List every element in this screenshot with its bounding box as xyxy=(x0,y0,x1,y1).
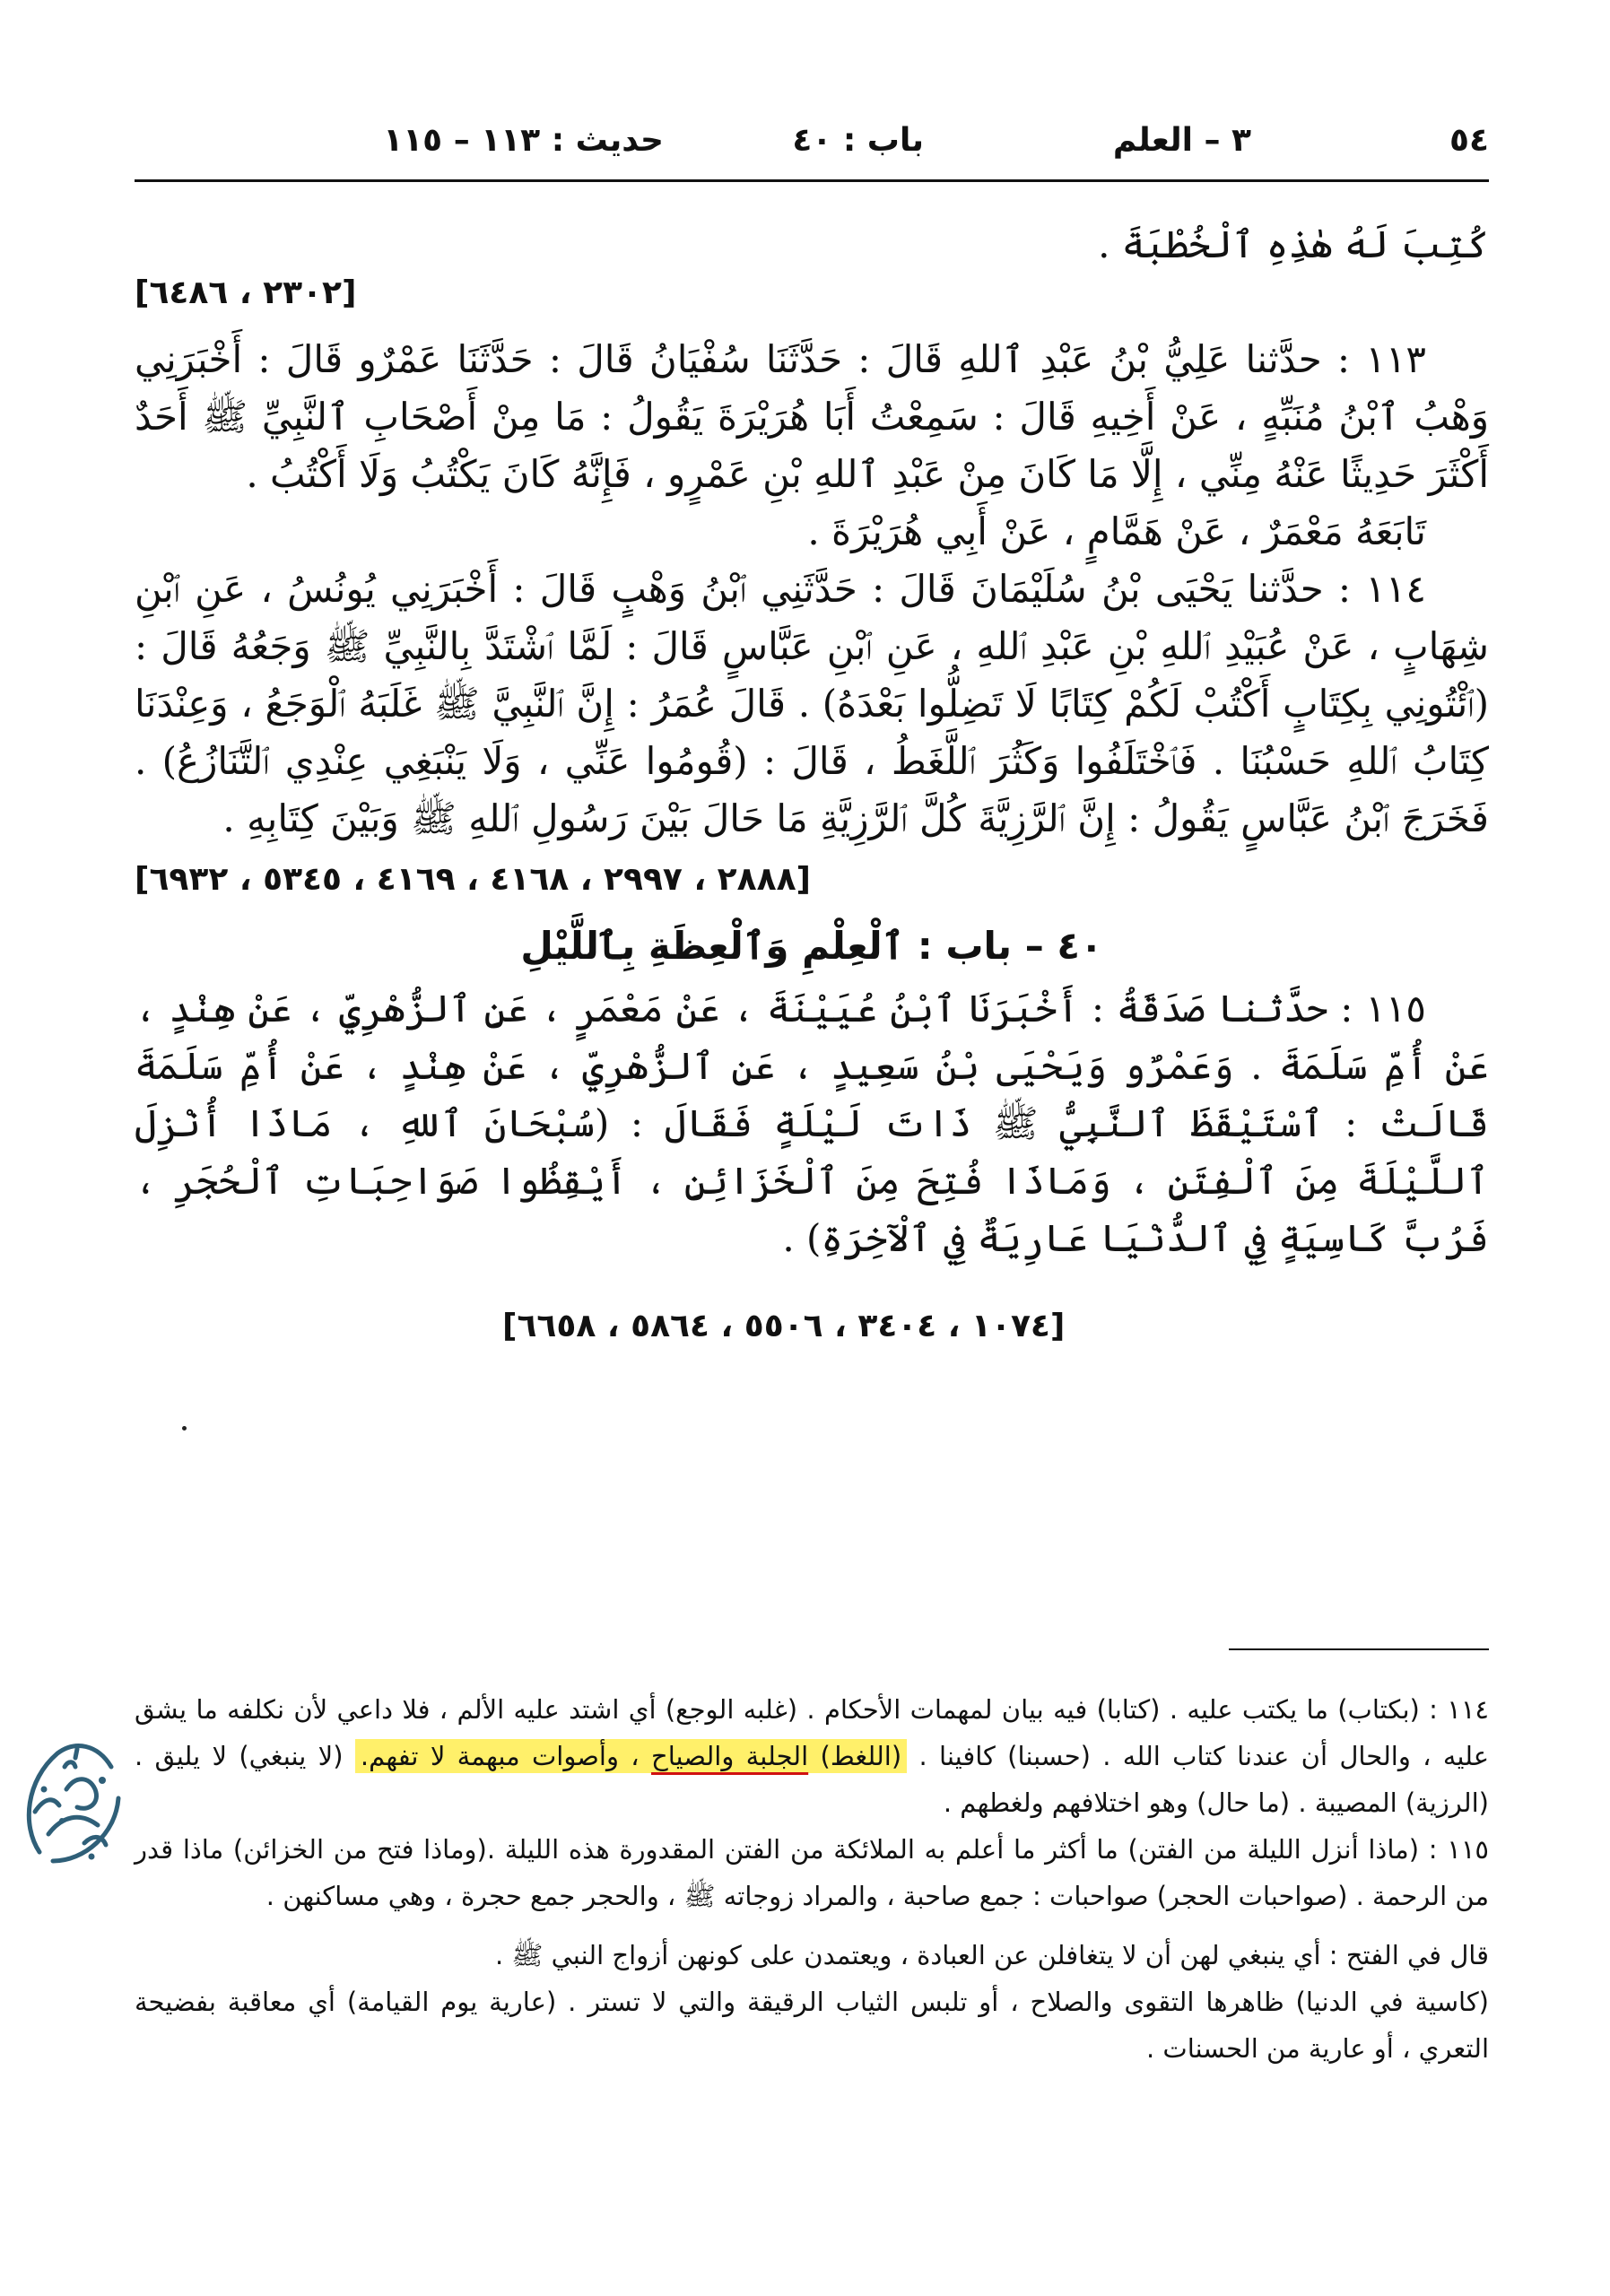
hadith-113: ١١٣ : حدَّثنا عَلِيُّ بْنُ عَبْدِ ٱللهِ قَالَ : حَدَّثَنَا سُفْيَانُ قَالَ : حَدَّثَنَا عَمْرٌو قَالَ : أَخْبَرَنِي وَهْبُ ٱبْنُ مُنَبِّهٍ ، عَنْ أَخِيهِ قَالَ : سَمِعْتُ أَبَا هُرَيْرَةَ يَقُولُ : مَا مِنْ أَصْحَابِ ٱلنَّبِيِّ ﷺ أَحَدٌ أَكْثَرَ حَدِيثًا عَنْهُ مِنِّي ، إِلَّا مَا كَانَ مِنْ عَبْدِ ٱللهِ بْنِ عَمْرٍو ، فَإِنَّهُ كَانَ يَكْتُبُ وَلَا أَكْتُبُ . xyxy=(135,337,1489,496)
footnotes xyxy=(135,1686,1489,2072)
footnote-114 xyxy=(135,1686,1489,1826)
hadith-114-references: [٢٨٨٨ ، ٢٩٩٧ ، ٤١٦٨ ، ٤١٦٩ ، ٥٣٤٥ ، ٦٩٣٢] xyxy=(135,861,811,898)
footnote-115-fath: قال في الفتح : أي ينبغي لهن أن لا يتغافلن عن العبادة ، ويعتمدن على كونهن أزواج النبي ﷺ . xyxy=(494,1940,1489,1970)
calligraphy-logo-icon xyxy=(13,1726,129,1870)
footnote-114-text: ١١٤ : (بكتاب) ما يكتب عليه . (كتابا) فيه بيان لمهمات الأحكام . (غلبه الوجع) أي اشتد عليه الألم ، فلا داعي لأن نكلفه ما يشق عليه ، والحال أن عندنا كتاب الله . (حسبنا) كافينا . xyxy=(135,1694,1490,1771)
page-number: ٥٤ xyxy=(1449,122,1489,159)
stray-dot xyxy=(182,1426,187,1431)
hadith-range: حديث : ١١٣ – ١١٥ xyxy=(383,122,664,159)
book-title: ٣ – العلم xyxy=(1112,122,1251,159)
highlighted-phrase xyxy=(355,1739,907,1773)
opening-text: كُتِبَ لَهُ هٰذِهِ ٱلْخُطْبَةَ . xyxy=(1098,222,1489,266)
opening-references: [٢٣٠٢ ، ٦٤٨٦] xyxy=(135,274,357,311)
hadith-115: ١١٥ : حدَّثنا صَدَقَةُ : أَخْبَرَنَا ٱبْنُ عُيَيْنَةَ ، عَنْ مَعْمَرٍ ، عَنِ ٱلزُّهْرِيِّ ، عَنْ هِنْدٍ ، عَنْ أُمِّ سَلَمَةَ . وَعَمْرٌو وَيَحْيَى بْنُ سَعِيدٍ ، عَنِ ٱلزُّهْرِيِّ ، عَنْ هِنْدٍ ، عَنْ أُمِّ سَلَمَةَ قَالَتْ : ٱسْتَيْقَظَ ٱلنَّبِيُّ ﷺ ذَاتَ لَيْلَةٍ فَقَالَ : (سُبْحَانَ ٱللهِ ، مَاذَا أُنْزِلَ ٱللَّيْلَةَ مِنَ ٱلْفِتَنِ ، وَمَاذَا فُتِحَ مِنَ ٱلْخَزَائِنِ ، أَيْقِظُوا صَوَاحِبَاتِ ٱلْحُجَرِ ، فَرُبَّ كَاسِيَةٍ فِي ٱلدُّنْيَا عَارِيَةٌ فِي ٱلْآخِرَةِ) . xyxy=(135,987,1489,1260)
chapter-number: باب : ٤٠ xyxy=(792,122,924,159)
footnote-115: ١١٥ : (ماذا أنزل الليلة من الفتن) ما أكثر ما أعلم به الملائكة من الفتن المقدورة هذه الليلة .(وماذا فتح من الخزائن) ماذا قدر من الرحمة . (صواحبات الحجر) صواحبات : جمع صاحبة ، والمراد زوجاته ﷺ ، والحجر جمع حجرة ، وهي مساكنهن . xyxy=(135,1834,1489,1911)
footnote-114-text-2: (لا ينبغي) لا يليق . (الرزية) المصيبة . (ما حال) وهو اختلافهم ولغطهم . xyxy=(135,1741,1489,1818)
hadith-114: ١١٤ : حدَّثنا يَحْيَى بْنُ سُلَيْمَانَ قَالَ : حَدَّثَنِي ٱبْنُ وَهْبٍ قَالَ : أَخْبَرَنِي يُونُسُ ، عَنِ ٱبْنِ شِهَابٍ ، عَنْ عُبَيْدِ ٱللهِ بْنِ عَبْدِ ٱللهِ ، عَنِ ٱبْنِ عَبَّاسٍ قَالَ : لَمَّا ٱشْتَدَّ بِالنَّبِيِّ ﷺ وَجَعُهُ قَالَ : (ٱئْتُونِي بِكِتَابٍ أَكْتُبْ لَكُمْ كِتَابًا لَا تَضِلُّوا بَعْدَهُ) . قَالَ عُمَرُ : إِنَّ ٱلنَّبِيَّ ﷺ غَلَبَهُ ٱلْوَجَعُ ، وَعِنْدَنَا كِتَابُ ٱللهِ حَسْبُنَا . فَٱخْتَلَفُوا وَكَثُرَ ٱللَّغَطُ ، قَالَ : (قُومُوا عَنِّي ، وَلَا يَنْبَغِي عِنْدِي ٱلتَّنَازُعُ) . فَخَرَجَ ٱبْنُ عَبَّاسٍ يَقُولُ : إِنَّ ٱلرَّزِيَّةَ كُلَّ ٱلرَّزِيَّةِ مَا حَالَ بَيْنَ رَسُولِ ٱللهِ ﷺ وَبَيْنَ كِتَابِهِ . xyxy=(135,567,1489,840)
main-text xyxy=(135,216,1489,1355)
hadith-113-tabi: تَابَعَهُ مَعْمَرٌ ، عَنْ هَمَّامٍ ، عَنْ أَبِي هُرَيْرَةَ . xyxy=(807,509,1426,553)
footnote-115-kasiya: (كاسية في الدنيا) ظاهرها التقوى والصلاح ، أو تلبس الثياب الرقيقة والتي لا تستر . (عارية يوم القيامة) أي معاقبة بفضيحة التعري ، أو عارية من الحسنات . xyxy=(135,1987,1489,2064)
hadith-115-references: [١٠٧٤ ، ٣٤٠٤ ، ٥٥٠٦ ، ٥٨٦٤ ، ٦٦٥٨] xyxy=(502,1308,1066,1344)
header-rule xyxy=(135,179,1489,182)
highlighted-rest: ، وأصوات مبهمة لا تفهم. xyxy=(360,1741,640,1771)
running-header xyxy=(135,117,1489,172)
bab-heading: ٤٠ – باب : ٱلْعِلْمِ وَٱلْعِظَةِ بِٱللَّيْلِ xyxy=(520,924,1103,968)
footnote-separator xyxy=(1229,1648,1489,1650)
highlighted-word: (اللغط) xyxy=(820,1741,902,1771)
underlined-phrase: الجلبة والصياح xyxy=(651,1741,809,1771)
page-body xyxy=(135,117,1489,1364)
